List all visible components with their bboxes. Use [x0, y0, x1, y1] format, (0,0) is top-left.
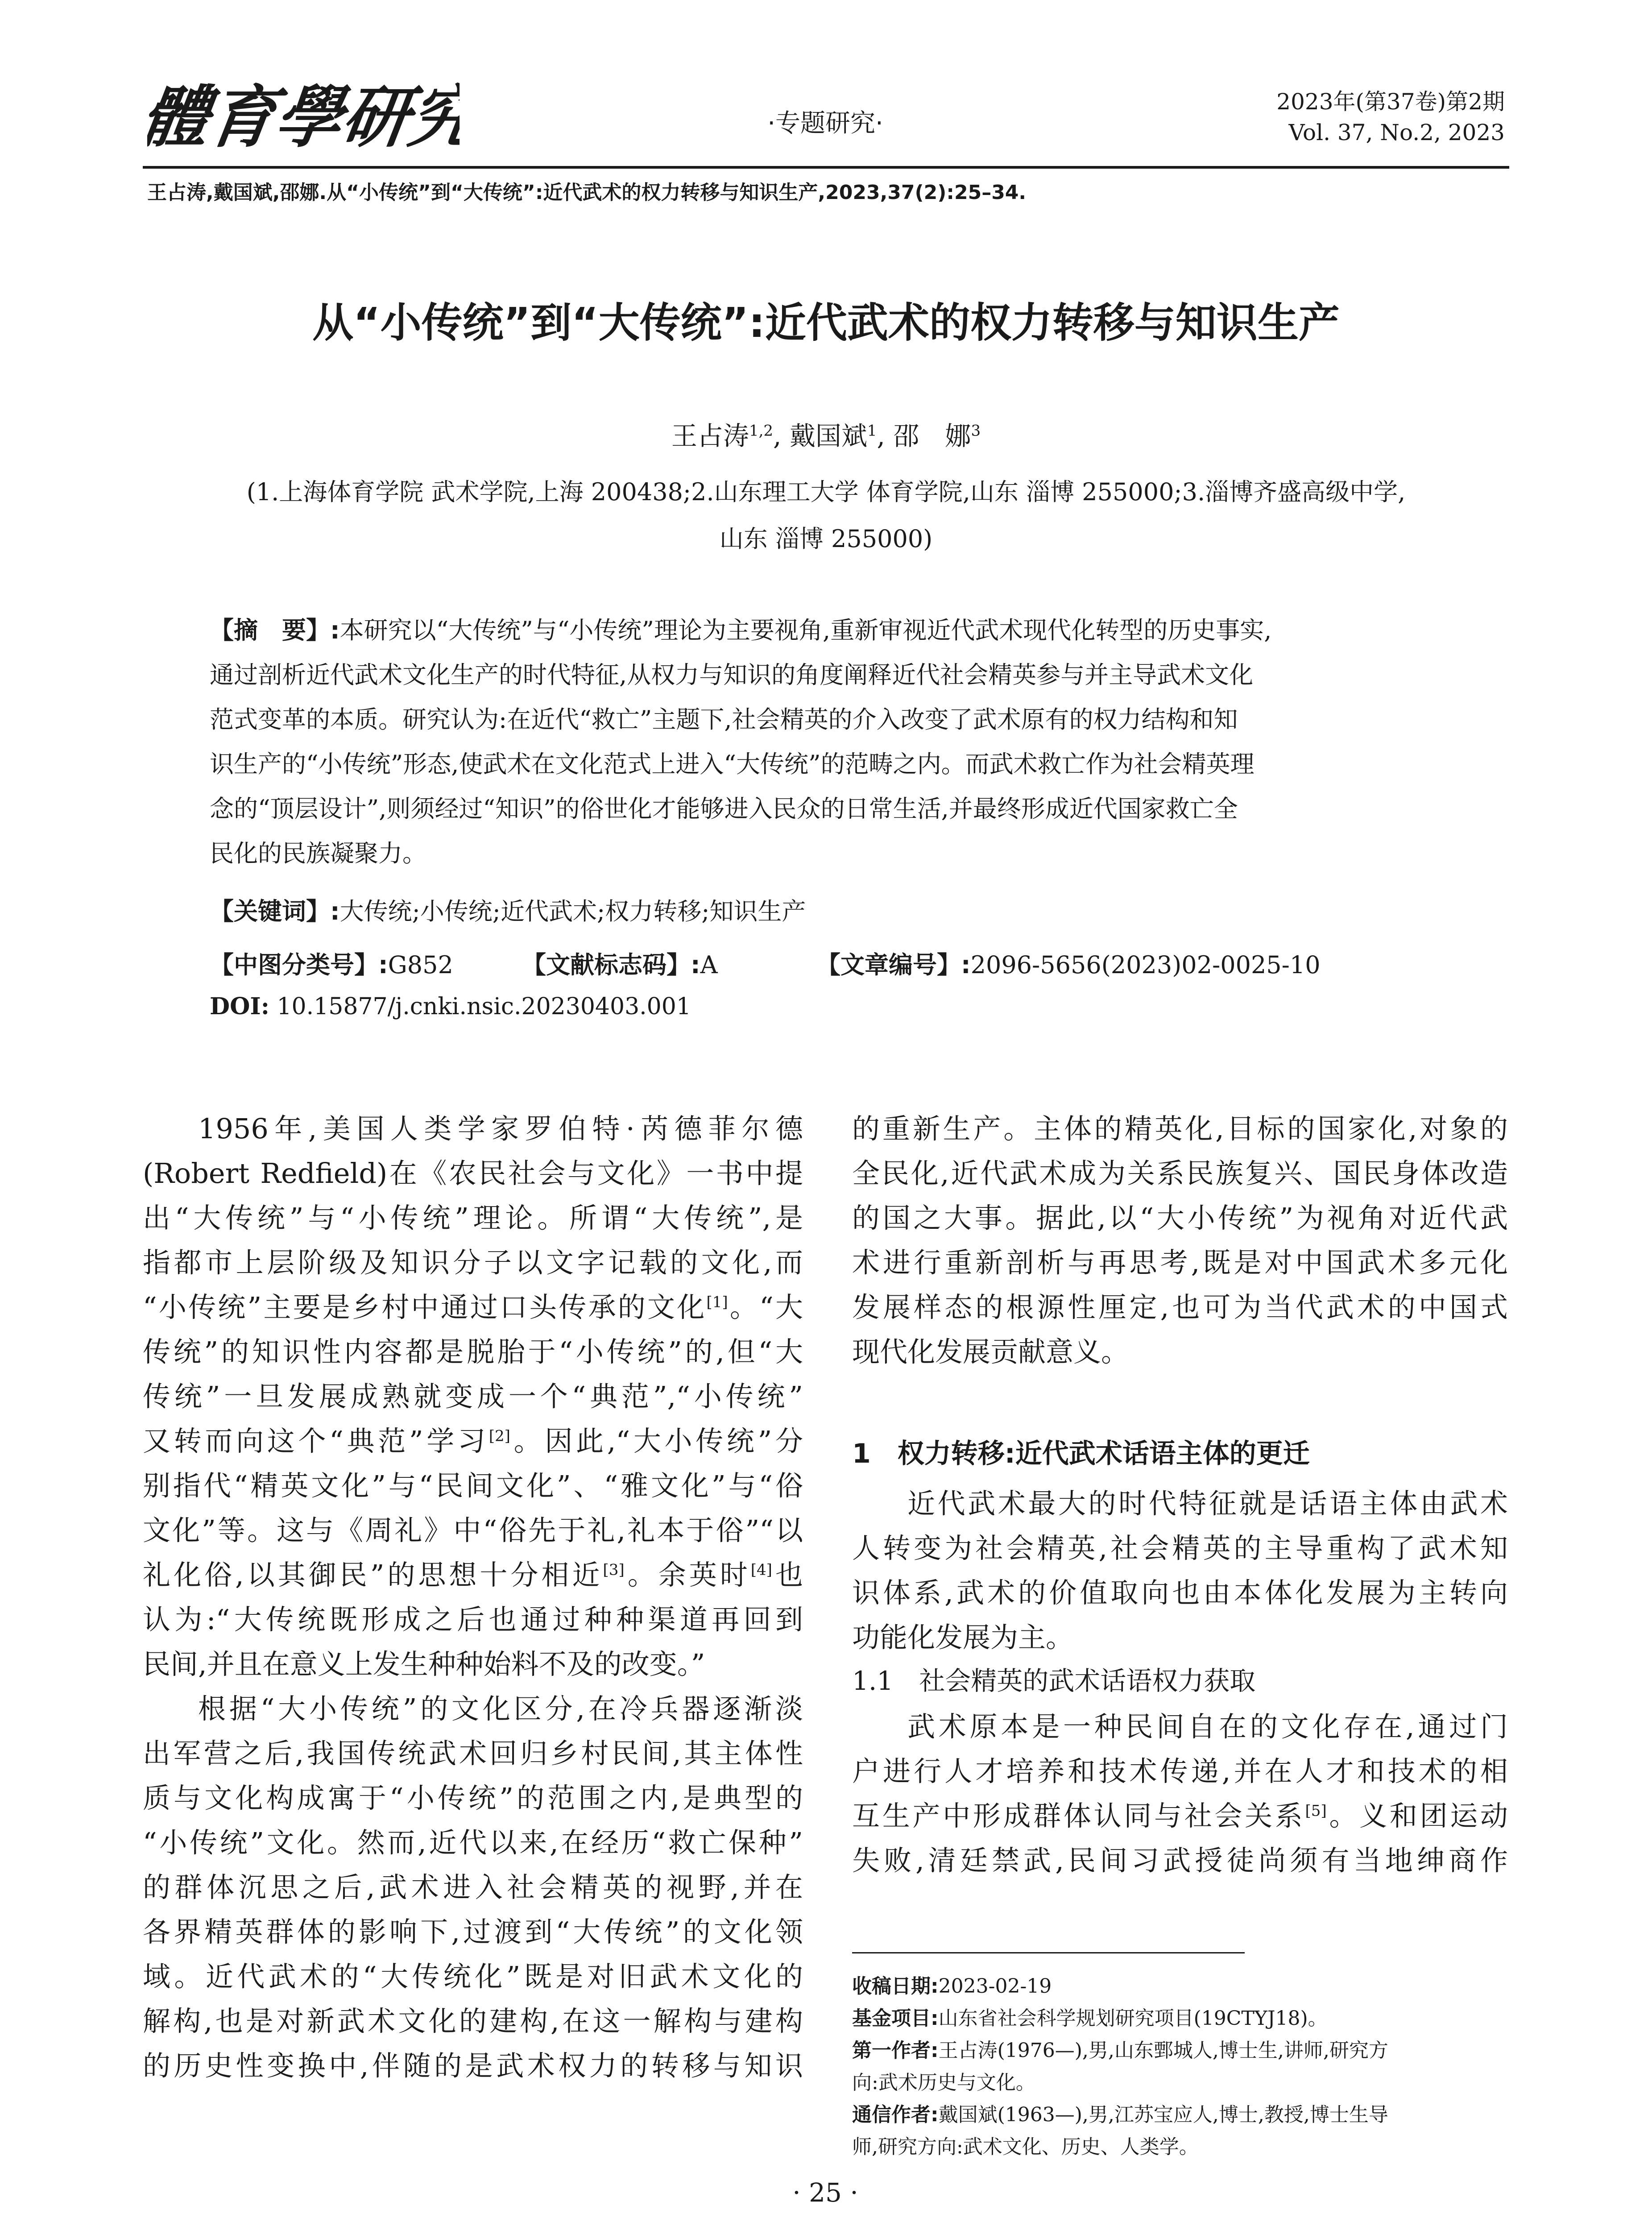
body-text-line: 传统”一旦发展成熟就变成一个“典范”,“小传统” — [143, 1380, 803, 1413]
footnote-line — [852, 2131, 1508, 2159]
author-separator: , — [877, 421, 894, 451]
body-text-line: 别指代“精英文化”与“民间文化”、“雅文化”与“俗 — [143, 1469, 803, 1502]
abstract-line — [210, 611, 1450, 646]
footnote-rule — [852, 1952, 1245, 1953]
abstract-line: 范式变革的本质。研究认为:在近代“救亡”主题下,社会精英的介入改变了武术原有的权力结构和知 — [210, 705, 1238, 734]
doc-code-label: 【文献标志码】: — [522, 951, 700, 979]
body-text-line: 传统”的知识性内容都是脱胎于“小传统”的,但“大 — [143, 1335, 803, 1368]
article-no-label: 【文章编号】: — [816, 951, 971, 979]
body-text-line: 互生产中形成群体认同与社会关系[5]。义和团运动 — [852, 1800, 1508, 1832]
body-text-line: 文化”等。这与《周礼》中“俗先于礼,礼本于俗”“以 — [143, 1514, 803, 1547]
citation-line: 王占涛,戴国斌,邵娜.从“小传统”到“大传统”:近代武术的权力转移与知识生产,2023,37(2):25–34. — [147, 181, 1027, 204]
doc-code-field — [522, 946, 718, 980]
body-text-line: “小传统”主要是乡村中通过口头传承的文化[1]。“大 — [143, 1291, 803, 1323]
affiliation-line: (1.上海体育学院 武术学院,上海 200438;2.山东理工大学 体育学院,山东 淄博 255000;3.淄博齐盛高级中学, — [246, 478, 1406, 506]
footnote-text: 师,研究方向:武术文化、历史、人类学。 — [852, 2136, 1199, 2158]
footnote-line — [852, 2066, 1508, 2095]
body-text-line: “小传统”文化。然而,近代以来,在经历“救亡保种” — [143, 1826, 803, 1859]
issue-info-en: Vol. 37, No.2, 2023 — [1288, 120, 1505, 145]
body-text-line: 全民化,近代武术成为关系民族复兴、国民身体改造 — [852, 1157, 1508, 1190]
footnote-text: 向:武术历史与文化。 — [852, 2071, 1035, 2094]
citation-ref[interactable]: [5] — [1305, 1802, 1327, 1820]
body-text-line: 民间,并且在意义上发生种种始料不及的改变。” — [143, 1648, 705, 1680]
body-text-line: 礼化俗,以其御民”的思想十分相近[3]。余英时[4]也 — [143, 1559, 803, 1591]
body-text-line: 解构,也是对新武术文化的建构,在这一解构与建构 — [143, 2005, 803, 2037]
footnote-line — [852, 1970, 1508, 1999]
body-text-line: 户进行人才培养和技术传递,并在人才和技术的相 — [852, 1755, 1508, 1787]
footnote-text: 王占涛(1976—),男,山东鄄城人,博士生,讲师,研究方 — [938, 2039, 1388, 2062]
body-text-line: 认为:“大传统既形成之后也通过种种渠道再回到 — [143, 1603, 803, 1636]
footnote-line — [852, 2098, 1508, 2127]
keywords-line — [210, 892, 1450, 927]
body-text-line: 又转而向这个“典范”学习[2]。因此,“大小传统”分 — [143, 1425, 803, 1457]
footnote-label: 通信作者: — [852, 2103, 939, 2126]
body-text-line: 的重新生产。主体的精英化,目标的国家化,对象的 — [852, 1112, 1508, 1145]
citation-ref[interactable]: [1] — [706, 1293, 728, 1311]
doc-code-value: A — [700, 951, 718, 979]
clc-value: G852 — [388, 951, 453, 979]
author-name: 戴国斌 — [789, 421, 867, 451]
abstract-line: 通过剖析近代武术文化生产的时代特征,从权力与知识的角度阐释近代社会精英参与并主导武术文化 — [210, 661, 1254, 689]
citation-ref[interactable]: [2] — [489, 1427, 510, 1445]
body-text-line: 各界精英群体的影响下,过渡到“大传统”的文化领 — [143, 1916, 803, 1948]
body-text-line: 的群体沉思之后,武术进入社会精英的视野,并在 — [143, 1871, 803, 1903]
footnote-line — [852, 2002, 1508, 2031]
abstract-line: 识生产的“小传统”形态,使武术在文化范式上进入“大传统”的范畴之内。而武术救亡作为社会精英理 — [210, 750, 1255, 778]
issue-info-cn: 2023年(第37卷)第2期 — [1276, 89, 1505, 115]
abstract-text: 本研究以“大传统”与“小传统”理论为主要视角,重新审视近代武术现代化转型的历史事实, — [340, 616, 1272, 644]
body-text-line: 现代化发展贡献意义。 — [852, 1335, 1129, 1368]
header-rule — [143, 166, 1509, 169]
svg-text:體育學研究: 體育學研究 — [147, 78, 460, 157]
body-text-line: 域。近代武术的“大传统化”既是对旧武术文化的 — [143, 1960, 803, 1993]
body-text-line: 质与文化构成寓于“小传统”的范围之内,是典型的 — [143, 1782, 803, 1814]
body-text-line: 近代武术最大的时代特征就是话语主体由武术 — [907, 1487, 1508, 1520]
doi-label: DOI: — [210, 993, 269, 1020]
author-name: 邵 娜 — [893, 421, 971, 451]
clc-field — [210, 946, 453, 980]
clc-label: 【中图分类号】: — [210, 951, 388, 979]
article-title: 从“小传统”到“大传统”:近代武术的权力转移与知识生产 — [312, 299, 1340, 347]
article-no-field — [816, 946, 1321, 980]
citation-ref[interactable]: [3] — [603, 1561, 625, 1579]
body-text-line: 术进行重新剖析与再思考,既是对中国武术多元化 — [852, 1246, 1508, 1279]
section-label: ·专题研究· — [767, 109, 883, 138]
body-text-line: 功能化发展为主。 — [852, 1621, 1074, 1654]
author-affiliation-marker: 1,2 — [749, 422, 774, 440]
author-separator: , — [773, 421, 790, 451]
author-name: 王占涛 — [671, 421, 749, 451]
doi-line — [210, 993, 691, 1020]
footnote-text: 2023-02-19 — [938, 1975, 1052, 1998]
body-text-line: 发展样态的根源性厘定,也可为当代武术的中国式 — [852, 1291, 1508, 1323]
body-text-line: 识体系,武术的价值取向也由本体化发展为主转向 — [852, 1576, 1508, 1609]
author-affiliation-marker: 1 — [867, 422, 877, 440]
affiliation-line: 山东 淄博 255000) — [719, 525, 933, 553]
section-heading: 1 权力转移:近代武术话语主体的更迁 — [852, 1438, 1310, 1469]
footnote-label: 收稿日期: — [852, 1975, 939, 1998]
footnote-label: 基金项目: — [852, 2007, 939, 2030]
body-text-line: 指都市上层阶级及知识分子以文字记载的文化,而 — [143, 1246, 803, 1279]
body-text-line: 1956年,美国人类学家罗伯特·芮德菲尔德 — [198, 1112, 803, 1145]
footnote-text: 山东省社会科学规划研究项目(19CTYJ18)。 — [938, 2007, 1328, 2030]
body-text-line: (Robert Redfield)在《农民社会与文化》一书中提 — [143, 1157, 803, 1190]
footnote-line — [852, 2034, 1508, 2063]
author-list — [147, 415, 1505, 452]
abstract-line: 民化的民族凝聚力。 — [210, 839, 426, 867]
author-affiliation-marker: 3 — [971, 422, 981, 440]
keywords-text: 大传统;小传统;近代武术;权力转移;知识生产 — [340, 897, 806, 925]
article-no-value: 2096-5656(2023)02-0025-10 — [970, 951, 1321, 979]
abstract-label: 【摘 要】: — [210, 616, 340, 644]
body-text-line: 武术原本是一种民间自在的文化存在,通过门 — [907, 1710, 1508, 1743]
journal-logo — [147, 78, 460, 158]
body-text-line: 的国之大事。据此,以“大小传统”为视角对近代武 — [852, 1202, 1508, 1234]
body-text-line: 根据“大小传统”的文化区分,在冷兵器逐渐淡 — [198, 1692, 803, 1725]
abstract-line: 念的“顶层设计”,则须经过“知识”的俗世化才能够进入民众的日常生活,并最终形成近代国家救亡全 — [210, 795, 1238, 823]
page-number: · 25 · — [792, 2177, 858, 2208]
doi-link[interactable]: 10.15877/j.cnki.nsic.20230403.001 — [277, 993, 691, 1020]
subsection-heading: 1.1 社会精英的武术话语权力获取 — [852, 1666, 1256, 1696]
body-text-line: 失败,清廷禁武,民间习武授徒尚须有当地绅商作 — [852, 1844, 1508, 1877]
keywords-label: 【关键词】: — [210, 897, 340, 925]
body-text-line: 人转变为社会精英,社会精英的主导重构了武术知 — [852, 1532, 1508, 1564]
body-text-line: 出军营之后,我国传统武术回归乡村民间,其主体性 — [143, 1737, 803, 1770]
citation-ref[interactable]: [4] — [750, 1561, 772, 1579]
body-text-line: 出“大传统”与“小传统”理论。所谓“大传统”,是 — [143, 1202, 803, 1234]
footnote-label: 第一作者: — [852, 2039, 939, 2062]
footnote-text: 戴国斌(1963—),男,江苏宝应人,博士,教授,博士生导 — [938, 2103, 1388, 2126]
body-text-line: 的历史性变换中,伴随的是武术权力的转移与知识 — [143, 2049, 803, 2082]
journal-logo-mark — [147, 78, 460, 158]
